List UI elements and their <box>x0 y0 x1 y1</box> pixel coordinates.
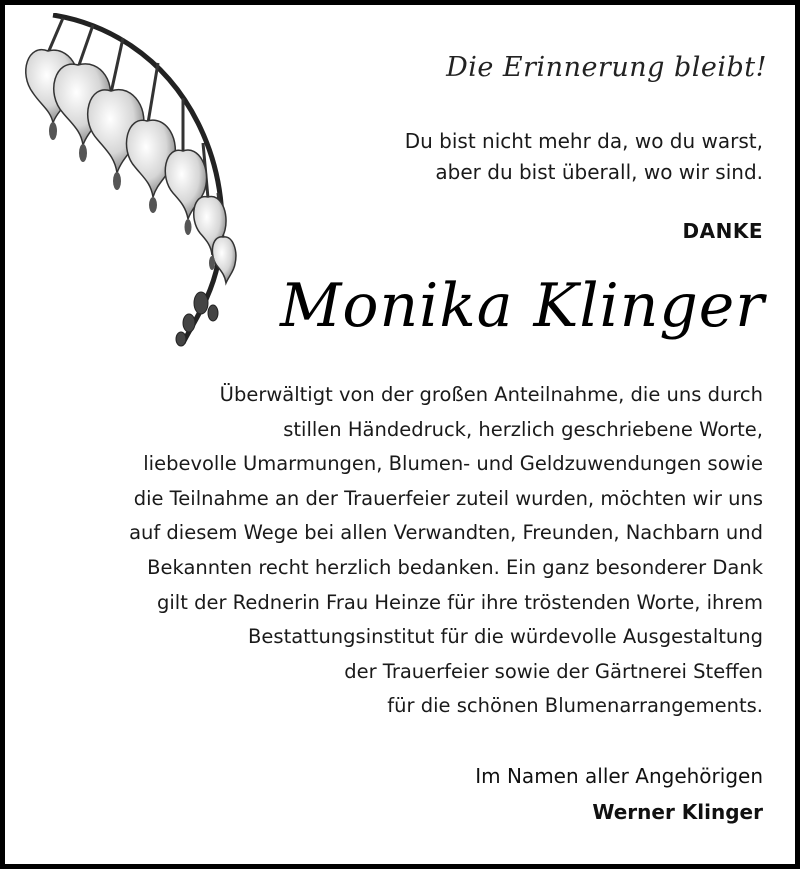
message-line: die Teilnahme an der Trauerfeier zuteil wurden, möchten wir uns <box>133 486 763 510</box>
signature-intro: Im Namen aller Angehörigen <box>475 764 763 788</box>
quote-line-2: aber du bist überall, wo wir sind. <box>435 160 763 184</box>
motto-script: Die Erinnerung bleibt! <box>446 52 767 83</box>
message-line: stillen Händedruck, herzlich geschriebene Worte, <box>283 417 763 441</box>
thanks-message <box>3 378 763 724</box>
signature-name: Werner Klinger <box>592 800 763 824</box>
message-line: liebevolle Umarmungen, Blumen- und Geldzuwendungen sowie <box>143 452 763 476</box>
message-line: der Trauerfeier sowie der Gärtnerei Steffen <box>344 659 763 683</box>
message-line: Bestattungsinstitut für die würdevolle Ausgestaltung <box>248 625 763 649</box>
message-line: auf diesem Wege bei allen Verwandten, Freunden, Nachbarn und <box>129 521 763 545</box>
bleeding-heart-flower-icon <box>23 13 263 353</box>
thanks-heading: DANKE <box>682 219 763 243</box>
message-line: Überwältigt von der großen Anteilnahme, die uns durch <box>219 383 763 406</box>
message-line: für die schönen Blumenarrangements. <box>387 694 763 718</box>
message-line: Bekannten recht herzlich bedanken. Ein ganz besonderer Dank <box>147 555 763 579</box>
message-line: gilt der Rednerin Frau Heinze für ihre tröstenden Worte, ihrem <box>157 590 763 614</box>
quote-line-1: Du bist nicht mehr da, wo du warst, <box>404 129 763 153</box>
deceased-name: Monika Klinger <box>279 271 765 341</box>
